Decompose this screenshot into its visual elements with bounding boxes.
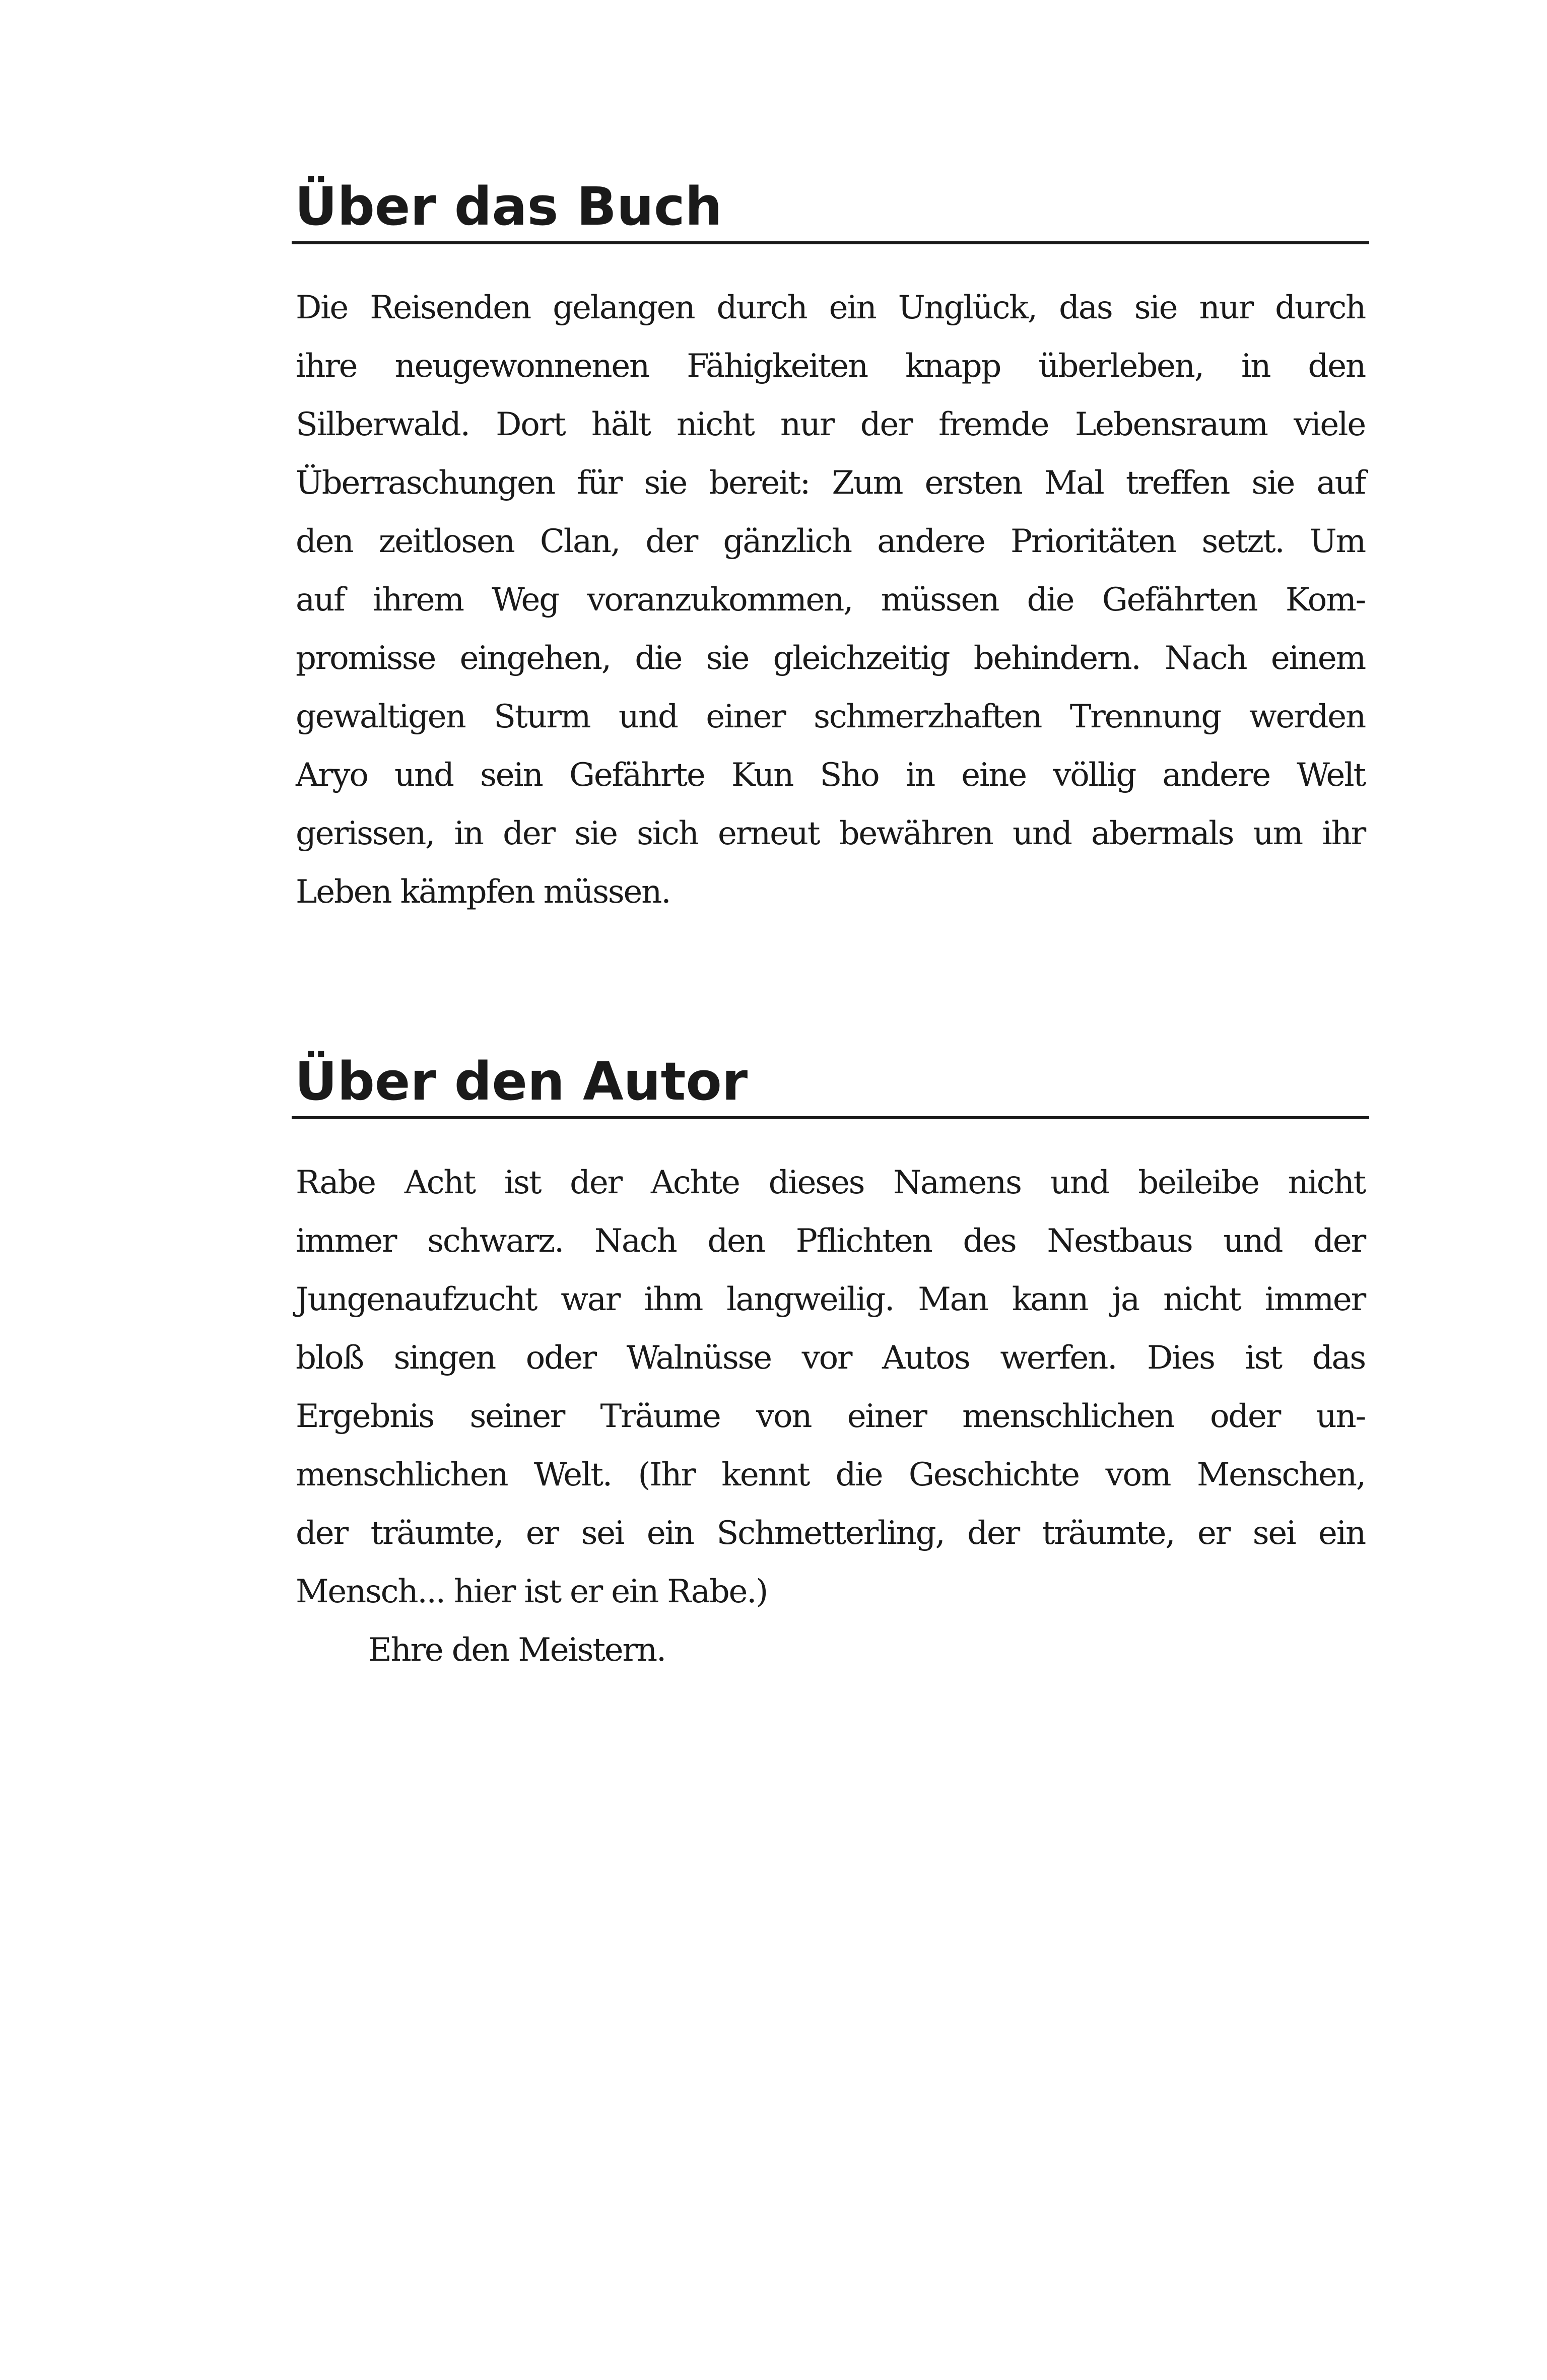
text-line: gerissen, in der sie sich erneut bewähren und abermals um ihr <box>296 815 1365 852</box>
heading-underline <box>292 241 1369 244</box>
text-line: menschlichen Welt. (Ihr kennt die Geschichte vom Menschen, <box>296 1456 1365 1493</box>
about-book-text <box>292 279 1369 921</box>
text-line: Jungenaufzucht war ihm langweilig. Man kann ja nicht immer <box>296 1281 1365 1318</box>
text-line: ihre neugewonnenen Fähigkeiten knapp überleben, in den <box>296 348 1365 385</box>
text-line: bloß singen oder Walnüsse vor Autos werfen. Dies ist das <box>296 1339 1365 1377</box>
about-author-section <box>292 1049 1369 1679</box>
closing-line: Ehre den Meistern. <box>368 1631 666 1669</box>
text-line: Leben kämpfen müssen. <box>296 873 670 911</box>
text-line: Ergebnis seiner Träume von einer menschlichen oder un- <box>296 1398 1365 1435</box>
text-line: Aryo und sein Gefährte Kun Sho in eine völlig andere Welt <box>296 757 1365 794</box>
text-line: Rabe Acht ist der Achte dieses Namens und beileibe nicht <box>296 1164 1365 1201</box>
text-line: den zeitlosen Clan, der gänzlich andere Prioritäten setzt. Um <box>296 523 1365 560</box>
text-line: Die Reisenden gelangen durch ein Unglück, das sie nur durch <box>296 289 1365 326</box>
text-line: promisse eingehen, die sie gleichzeitig behindern. Nach einem <box>296 640 1365 677</box>
text-line: auf ihrem Weg voranzukommen, müssen die Gefährten Kom- <box>296 581 1365 619</box>
about-book-section <box>292 174 1369 921</box>
about-author-heading: Über den Autor <box>295 1051 748 1112</box>
text-line: der träumte, er sei ein Schmetterling, der träumte, er sei ein <box>296 1515 1365 1552</box>
about-author-text <box>292 1153 1369 1679</box>
about-book-heading: Über das Buch <box>295 176 722 237</box>
text-line: Mensch... hier ist er ein Rabe.) <box>296 1573 768 1610</box>
text-line: immer schwarz. Nach den Pflichten des Nestbaus und der <box>296 1222 1365 1260</box>
text-line: gewaltigen Sturm und einer schmerzhaften Trennung werden <box>296 698 1365 735</box>
text-line: Überraschungen für sie bereit: Zum ersten Mal treffen sie auf <box>296 464 1365 502</box>
heading-underline <box>292 1116 1369 1119</box>
text-line: Silberwald. Dort hält nicht nur der fremde Lebensraum viele <box>296 406 1365 443</box>
